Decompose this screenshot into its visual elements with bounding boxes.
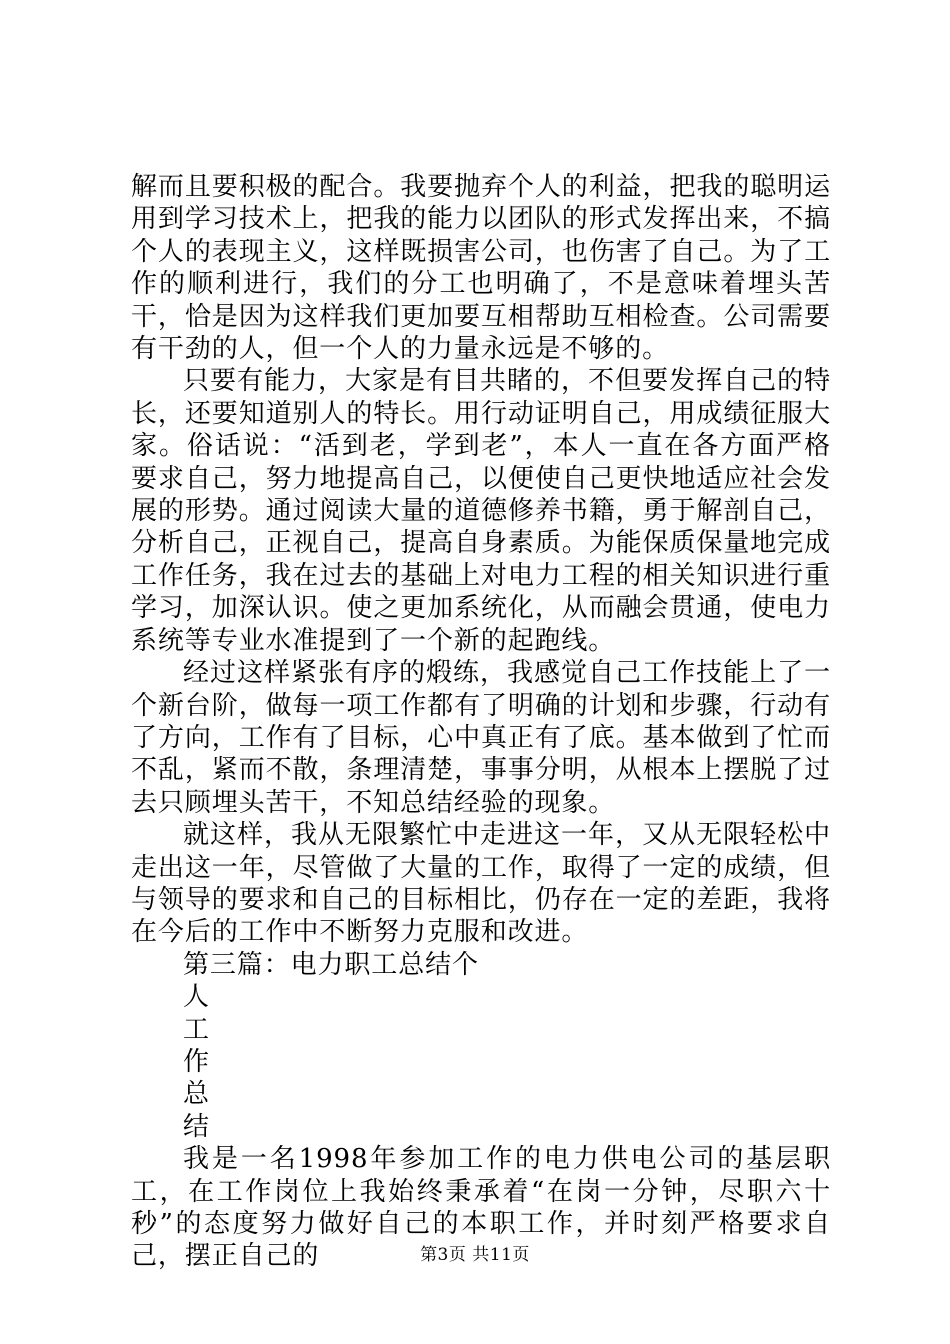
heading-char-4: 总 xyxy=(183,1079,210,1110)
page-footer: 第3页 共11页 xyxy=(420,1245,530,1265)
heading-char-3: 作 xyxy=(183,1046,210,1077)
document-body xyxy=(131,171,831,1273)
heading-char-2: 工 xyxy=(183,1014,210,1045)
heading-char-1: 人 xyxy=(183,982,210,1013)
paragraph-3: 经过这样紧张有序的煅练，我感觉自己工作技能上了一个新台阶，做每一项工作都有了明确的计划和步骤，行动有了方向，工作有了目标，心中真正有了底。基本做到了忙而不乱，紧而不散，条理清楚，事事分明，从根本上摆脱了过去只顾埋头苦干，不知总结经验的现象。 xyxy=(131,658,831,818)
section-heading: 第三篇：电力职工总结个 xyxy=(183,949,479,980)
heading-char-5: 结 xyxy=(183,1111,210,1142)
paragraph-5: 我是一名1998年参加工作的电力供电公司的基层职工，在工作岗位上我始终秉承着“在岗一分钟，尽职六十秒”的态度努力做好自己的本职工作，并时刻严格要求自己，摆正自己的 xyxy=(131,1144,831,1272)
paragraph-1: 解而且要积极的配合。我要抛弃个人的利益，把我的聪明运用到学习技术上，把我的能力以团队的形式发挥出来，不搞个人的表现主义，这样既损害公司，也伤害了自己。为了工作的顺利进行，我们的分工也明确了，不是意味着埋头苦干，恰是因为这样我们更加要互相帮助互相检查。公司需要有干劲的人，但一个人的力量永远是不够的。 xyxy=(131,172,831,365)
paragraph-4: 就这样，我从无限繁忙中走进这一年，又从无限轻松中走出这一年，尽管做了大量的工作，取得了一定的成绩，但与领导的要求和自己的目标相比，仍存在一定的差距，我将在今后的工作中不断努力克服和改进。 xyxy=(131,820,831,948)
paragraph-2: 只要有能力，大家是有目共睹的，不但要发挥自己的特长，还要知道别人的特长。用行动证明自己，用成绩征服大家。俗话说：“活到老，学到老”，本人一直在各方面严格要求自己，努力地提高自己，以便使自己更快地适应社会发展的形势。通过阅读大量的道德修养书籍，勇于解剖自己，分析自己，正视自己，提高自身素质。为能保质保量地完成工作任务，我在过去的基础上对电力工程的相关知识进行重学习，加深认识。使之更加系统化，从而融会贯通，使电力系统等专业水准提到了一个新的起跑线。 xyxy=(131,366,831,656)
